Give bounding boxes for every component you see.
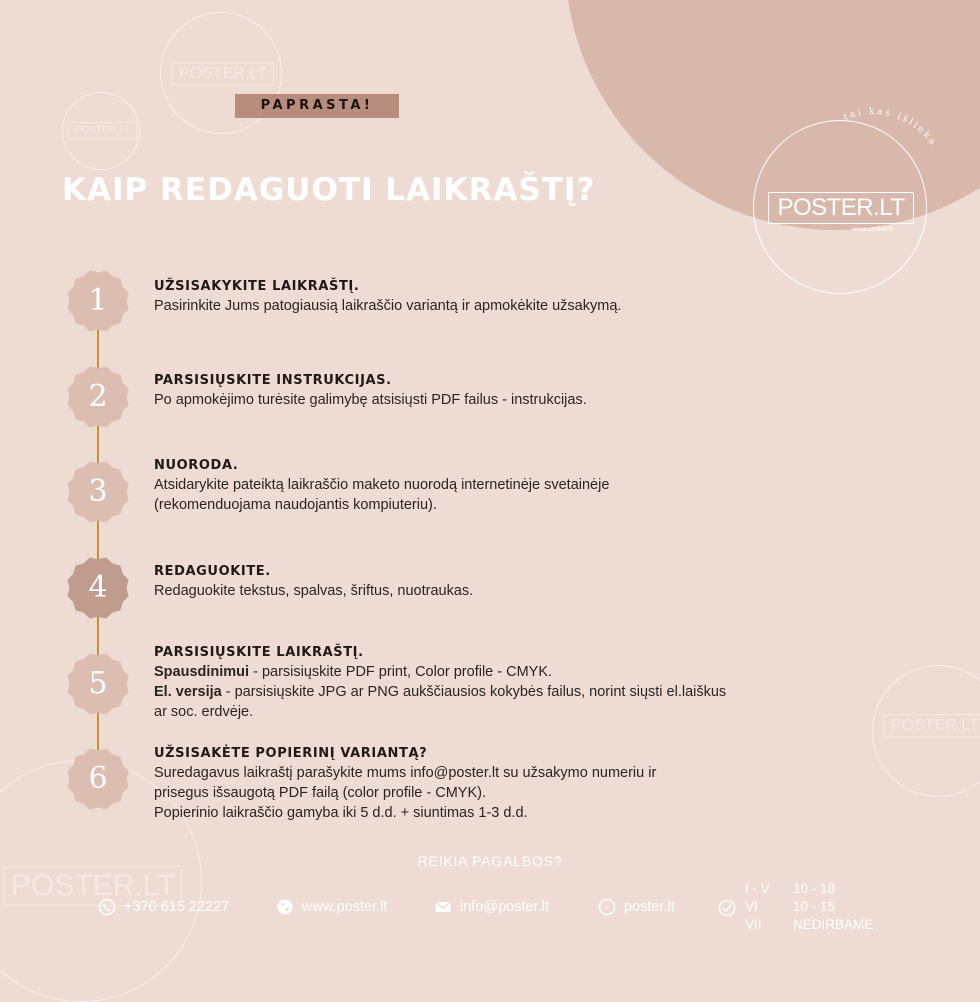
contact-phone[interactable]: [98, 898, 229, 916]
step-number-badge: 6: [67, 748, 129, 810]
watermark-logo: POSTER.LT: [884, 714, 980, 738]
step-number-badge-active: 4: [67, 557, 129, 619]
print-text: - parsisiųskite PDF print, Color profile - CMYK.: [249, 664, 553, 680]
help-heading: REIKIA PAGALBOS?: [417, 853, 563, 869]
step-3: [154, 458, 814, 515]
svg-text:tai kas išlieka: tai kas išlieka: [842, 107, 939, 149]
step-number-badge: 1: [67, 270, 129, 332]
step-number-badge: 5: [67, 653, 129, 715]
hours-row: [745, 916, 873, 934]
step-text: Atsidarykite pateiktą laikraščio maketo nuorodą internetinėje svetainėje: [154, 477, 610, 493]
brand-logo: POSTER.LT: [768, 192, 914, 224]
contact-messenger[interactable]: [598, 898, 675, 916]
step-text: Po apmokėjimo turėsite galimybę atsisiųsti PDF failus - instrukcijas.: [154, 392, 587, 408]
hours-time: 10 - 15: [793, 899, 836, 914]
hours-days: VII: [745, 917, 762, 932]
website-link[interactable]: www.poster.lt: [302, 899, 388, 915]
step-number-badge: 3: [67, 461, 129, 523]
phone-icon: [98, 898, 116, 916]
step-5: [154, 645, 814, 722]
step-text: [154, 682, 814, 702]
step-2: [154, 373, 814, 410]
phone-number[interactable]: +370 615 22227: [124, 899, 230, 915]
email-link[interactable]: info@poster.lt: [460, 899, 549, 915]
step-text: (rekomenduojama naudojantis kompiuteriu).: [154, 497, 437, 513]
step-text: [154, 662, 814, 682]
contact-email[interactable]: [434, 898, 549, 916]
messenger-icon: [598, 898, 616, 916]
el-text: - parsisiųskite JPG ar PNG aukščiausios kokybės failus, norint siųsti el.laiškus: [221, 684, 727, 700]
page-title: KAIP REDAGUOTI LAIKRAŠTĮ?: [62, 172, 596, 208]
brand-tagline: [840, 100, 950, 210]
step-title: PARSISIŲSKITE LAIKRAŠTĮ.: [154, 645, 364, 660]
step-text: Redaguokite tekstus, spalvas, šriftus, nuotraukas.: [154, 583, 474, 599]
hours-days: VI: [745, 899, 758, 914]
print-label: Spausdinimui: [154, 664, 250, 680]
step-title: UŽSISAKĖTE POPIERINĮ VARIANTĄ?: [154, 746, 428, 761]
el-label: El. versija: [154, 684, 222, 700]
step-number-badge: 2: [67, 366, 129, 428]
watermark-logo: POSTER.LT: [172, 62, 274, 86]
email-icon: [434, 898, 452, 916]
step-title: NUORODA.: [154, 458, 239, 473]
step-title: UŽSISAKYKITE LAIKRAŠTĮ.: [154, 279, 360, 294]
step-title: REDAGUOKITE.: [154, 564, 271, 579]
watermark-logo: POSTER.LT: [4, 866, 182, 906]
step-text: Suredagavus laikraštį parašykite mums info@poster.lt su užsakymo numeriu ir: [154, 765, 657, 781]
step-text: prisegus išsaugotą PDF failą (color profile - CMYK).: [154, 785, 487, 801]
step-text: Popierinio laikraščio gamyba iki 5 d.d. + siuntimas 1-3 d.d.: [154, 805, 528, 821]
messenger-link[interactable]: poster.lt: [624, 899, 675, 915]
clock-check-icon: [718, 899, 736, 917]
hours-row: [745, 898, 873, 916]
hours-time: 10 - 18: [793, 881, 836, 896]
step-title: PARSISIŲSKITE INSTRUKCIJAS.: [154, 373, 392, 388]
hours-row: [745, 880, 873, 898]
opening-hours: [745, 880, 873, 934]
watermark-logo: POSTER.LT: [68, 122, 137, 139]
hours-days: I - V: [745, 881, 770, 896]
hours-time: NEDIRBAME: [793, 917, 874, 932]
step-text: Pasirinkite Jums patogiausią laikraščio variantą ir apmokėkite užsakymą.: [154, 298, 622, 314]
step-1: [154, 279, 814, 316]
contact-web[interactable]: [276, 898, 387, 916]
intro-badge: PAPRASTA!: [235, 94, 399, 118]
globe-icon: [276, 898, 294, 916]
step-4: [154, 564, 814, 601]
brand-website-small: www.poster.lt: [852, 226, 893, 233]
step-6: [154, 746, 814, 823]
step-text: ar soc. erdvėje.: [154, 704, 254, 720]
